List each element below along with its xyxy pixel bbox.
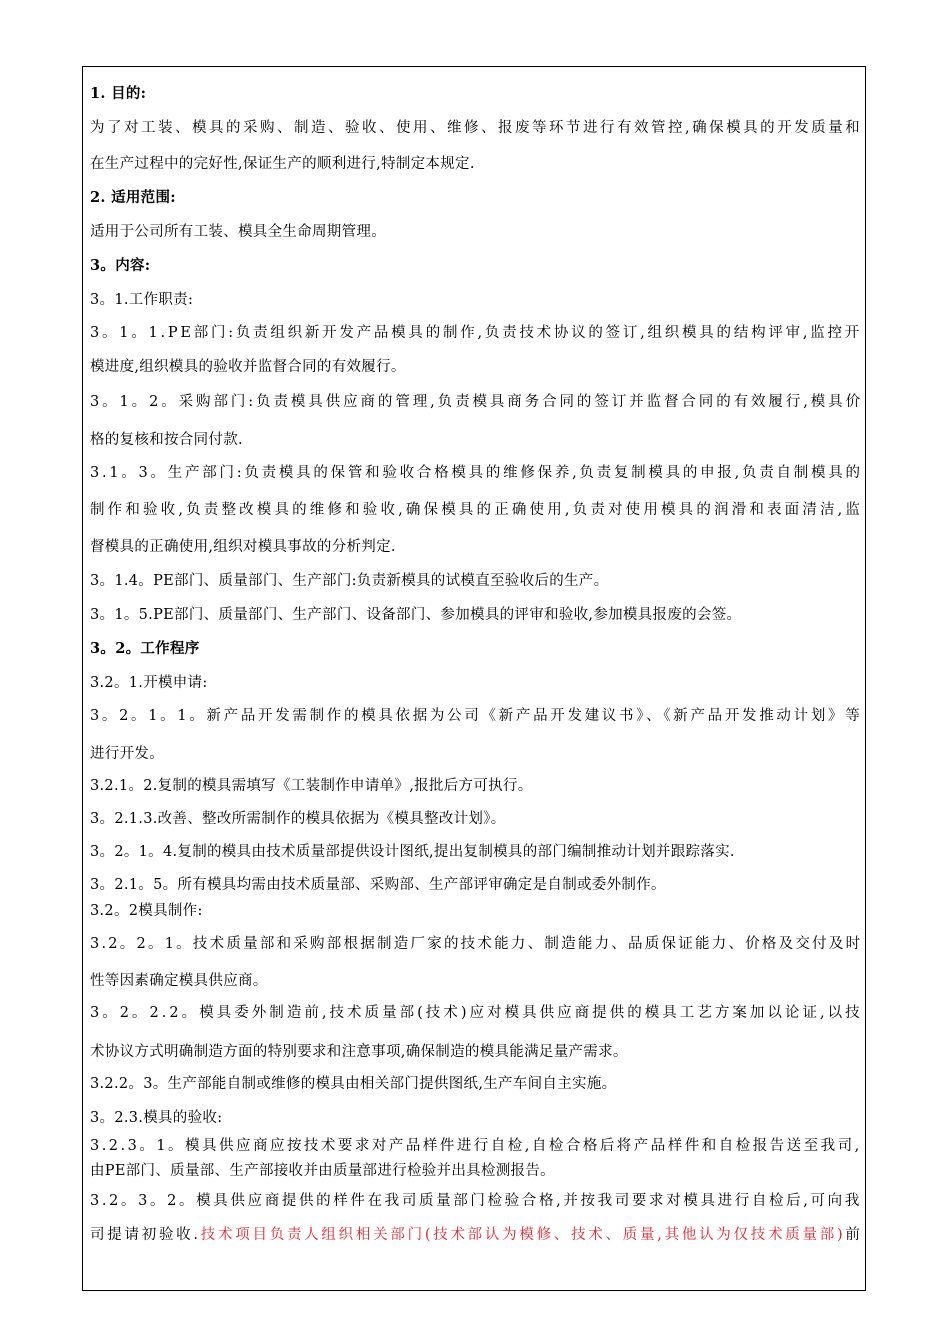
document-line: 由PE部门、质量部、生产部接收并由质量部进行检验并出具检测报告。 — [90, 1163, 555, 1179]
last-line-tail: 前 — [845, 1227, 863, 1243]
document-line: 3。2.1.3.改善、整改所需制作的模具依据为《模具整改计划》。 — [90, 811, 506, 827]
document-line: 术协议方式明确制造方面的特别要求和注意事项,确保制造的模具能满足量产需求。 — [90, 1044, 628, 1060]
section-heading: 3。内容: — [90, 257, 151, 274]
document-line: 适用于公司所有工装、模具全生命周期管理。 — [90, 224, 386, 240]
document-line: 模进度,组织模具的验收并监督合同的有效履行。 — [90, 359, 406, 375]
highlighted-text: 技术项目负责人组织相关部门(技术部认为模修、技术、质量,其他认为仅技术质量部) — [200, 1227, 846, 1243]
document-line: 3.2.1。2.复制的模具需填写《工装制作申请单》,报批后方可执行。 — [90, 778, 533, 794]
document-line: 3.2。1.开模申请: — [90, 675, 208, 691]
document-line: 3。2。2.2。模具委外制造前,技术质量部(技术)应对模具供应商提供的模具工艺方案加以论证,以技 — [90, 1005, 863, 1021]
document-line: 3.2.3。1。模具供应商应按技术要求对产品样件进行自检,自检合格后将产品样件和自检报告送至我司, — [90, 1138, 862, 1154]
section-heading: 1. 目的: — [90, 85, 147, 102]
document-line: 3。1.4。PE部门、质量部门、生产部门:负责新模具的试模直至验收后的生产。 — [90, 573, 609, 589]
document-line: 3。1.工作职责: — [90, 292, 194, 308]
document-line: 3。2.1。5。所有模具均需由技术质量部、采购部、生产部评审确定是自制或委外制作。 — [90, 877, 666, 893]
document-line: 3。2。1。1。新产品开发需制作的模具依据为公司《新产品开发建议书》、《新产品开发推动计划》等 — [90, 708, 863, 724]
document-line: 3.2.2。3。生产部能自制或维修的模具由相关部门提供图纸,生产车间自主实施。 — [90, 1076, 617, 1092]
document-line: 3。1。5.PE部门、质量部门、生产部门、设备部门、参加模具的评审和验收,参加模具报废的会签。 — [90, 607, 742, 623]
document-line: 格的复核和按合同付款. — [90, 432, 243, 448]
document-line: 3。1。2。采购部门:负责模具供应商的管理,负责模具商务合同的签订并监督合同的有效履行,模具价 — [90, 394, 863, 410]
document-line: 性等因素确定模具供应商。 — [90, 973, 268, 989]
document-line: 3。1。1.PE部门:负责组织新开发产品模具的制作,负责技术协议的签订,组织模具的结构评审,监控开 — [90, 325, 862, 341]
document-line: 在生产过程中的完好性,保证生产的顺利进行,特制定本规定. — [90, 156, 475, 172]
document-line: 进行开发。 — [90, 746, 164, 762]
document-line: 制作和验收,负责整改模具的维修和验收,确保模具的正确使用,负责对使用模具的润滑和表面清洁,监 — [90, 502, 864, 518]
section-heading: 2. 适用范围: — [90, 189, 176, 206]
document-line: 3。2。1。4.复制的模具由技术质量部提供设计图纸,提出复制模具的部门编制推动计划并跟踪落实. — [90, 844, 735, 860]
document-line: 督模具的正确使用,组织对模具事故的分析判定. — [90, 539, 396, 555]
document-line: 3。2.3.模具的验收: — [90, 1110, 223, 1126]
document-line: 3.2。2模具制作: — [90, 903, 203, 919]
document-line: 3.1。3。生产部门:负责模具的保管和验收合格模具的维修保养,负责复制模具的申报,负责自制模具的 — [90, 465, 863, 481]
document-line: 3.2。2。1。技术质量部和采购部根据制造厂家的技术能力、制造能力、品质保证能力、价格及交付及时 — [90, 936, 863, 952]
document-line-last — [90, 1226, 863, 1244]
last-line-text: 司提请初验收. — [90, 1227, 201, 1243]
document-line: 为了对工装、模具的采购、制造、验收、使用、维修、报废等环节进行有效管控,确保模具的开发质量和 — [90, 120, 863, 136]
document-line: 3.2。3。2。模具供应商提供的样件在我司质量部门检验合格,并按我司要求对模具进行自检后,可向我 — [90, 1193, 862, 1209]
section-heading: 3。2。工作程序 — [90, 640, 200, 657]
